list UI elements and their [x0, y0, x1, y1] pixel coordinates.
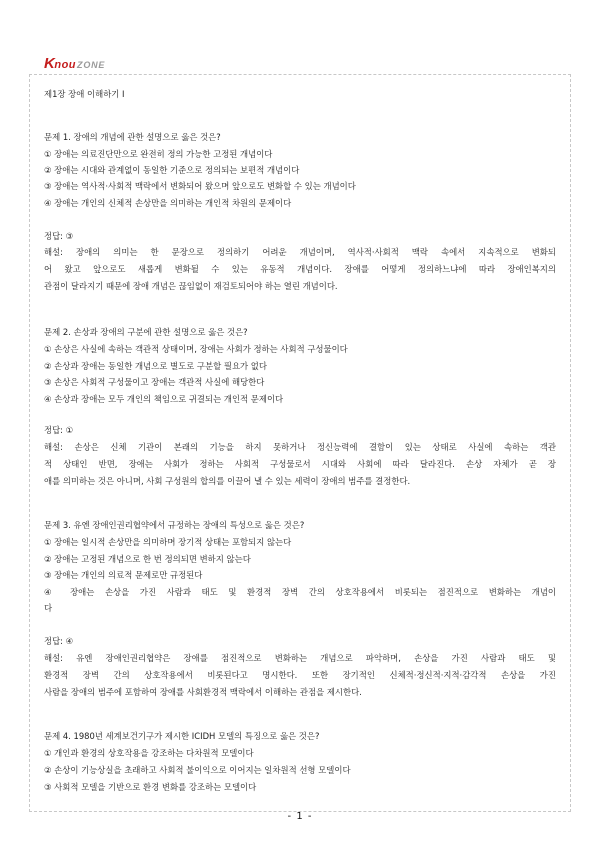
question-2-option-1: ① 손상은 사실에 속하는 객관적 상태이며, 장애는 사회가 정하는 사회적 구성물이다	[44, 344, 348, 354]
question-1-text: 문제 1. 장애의 개념에 관한 설명으로 옳은 것은?	[44, 132, 221, 142]
question-4-option-3: ③ 사회적 모델을 기반으로 환경 변화를 강조하는 모델이다	[44, 782, 257, 792]
question-2-option-4: ④ 손상과 장애는 모두 개인의 책임으로 귀결되는 개인적 문제이다	[44, 394, 284, 404]
question-4-option-1: ① 개인과 환경의 상호작용을 강조하는 다차원적 모델이다	[44, 748, 254, 758]
question-4-text: 문제 4. 1980년 세계보건기구가 제시한 ICIDH 모델의 특징으로 옳은 것은?	[44, 731, 320, 741]
question-1-option-4: ④ 장애는 개인의 신체적 손상만을 의미하는 개인적 차원의 문제이다	[44, 198, 292, 208]
question-3-explanation-line: 환경적 장벽 간의 상호작용에서 비롯된다고 명시한다. 또한 장기적인 신체적·정신적·지적·감각적 손상을 가진	[44, 670, 556, 680]
knouzone-logo	[44, 57, 105, 71]
logo-letter-k: K	[44, 55, 55, 72]
question-3-explanation-line: 사람을 장애의 범주에 포함하여 장애를 사회환경적 맥락에서 이해하는 관점을 제시한다.	[44, 687, 362, 697]
question-1-option-2: ② 장애는 시대와 관계없이 동일한 기준으로 정의되는 보편적 개념이다	[44, 165, 300, 175]
question-2-option-3: ③ 손상은 사회적 구성물이고 장애는 객관적 사실에 해당한다	[44, 377, 265, 387]
question-3-answer: 정답: ④	[44, 636, 74, 646]
question-1-answer: 정답: ③	[44, 231, 74, 241]
question-3-option-4: ④ 장애는 손상을 가진 사람과 태도 및 환경적 장벽 간의 상호작용에서 비롯되는 점진적으로 변화하는 개념이	[44, 587, 556, 597]
question-2-option-2: ② 손상과 장애는 동일한 개념으로 별도로 구분할 필요가 없다	[44, 361, 267, 371]
question-2-explanation-line: 애를 의미하는 것은 아니며, 사회 구성원의 합의를 이끌어 낼 수 있는 세력이 장애의 범주를 결정한다.	[44, 476, 411, 486]
question-4-option-2: ② 손상이 기능상실을 초래하고 사회적 불이익으로 이어지는 일차원적 선형 모델이다	[44, 765, 351, 775]
page-number: - 1 -	[287, 811, 313, 822]
question-1-option-3: ③ 장애는 역사적·사회적 맥락에서 변화되어 왔으며 앞으로도 변화할 수 있는 개념이다	[44, 181, 356, 191]
question-1-explanation-line: 해설: 장애의 의미는 한 문장으로 정의하기 어려운 개념이며, 역사적·사회적 맥락 속에서 지속적으로 변화되	[44, 247, 556, 257]
question-3-option-2: ② 장애는 고정된 개념으로 한 번 정의되면 변하지 않는다	[44, 554, 251, 564]
logo-letters-nou: nou	[54, 59, 77, 71]
question-2-answer: 정답: ①	[44, 425, 74, 435]
question-3-option-4-continued: 다	[44, 603, 53, 613]
question-1-option-1: ① 장애는 의료진단만으로 완전히 정의 가능한 고정된 개념이다	[44, 149, 273, 159]
question-3-option-3: ③ 장애는 개인의 의료적 문제로만 규정된다	[44, 570, 203, 580]
question-3-text: 문제 3. 유엔 장애인권리협약에서 규정하는 장애의 특성으로 옳은 것은?	[44, 520, 305, 530]
chapter-title: 제1장 장애 이해하기 Ⅰ	[44, 89, 125, 99]
question-3-option-1: ① 장애는 일시적 손상만을 의미하며 장기적 상태는 포함되지 않는다	[44, 537, 292, 547]
question-2-explanation-line: 적 상태인 반면, 장애는 사회가 정하는 사회적 구성물로서 시대와 사회에 따라 달라진다. 손상 자체가 곧 장	[44, 459, 556, 469]
question-2-explanation-line: 해설: 손상은 신체 기관이 본래의 기능을 하지 못하거나 정신능력에 결함이 있는 상태로 사실에 속하는 객관	[44, 442, 556, 452]
question-3-explanation-line: 해설: 유엔 장애인권리협약은 장애를 점진적으로 변화하는 개념으로 파악하며, 손상을 가진 사람과 태도 및	[44, 653, 556, 663]
logo-letters-zone: ZONE	[77, 60, 106, 70]
question-2-text: 문제 2. 손상과 장애의 구분에 관한 설명으로 옳은 것은?	[44, 327, 248, 337]
question-1-explanation-line: 관점이 달라지기 때문에 장애 개념은 끊임없이 재검토되어야 하는 열린 개념이다.	[44, 281, 338, 291]
question-1-explanation-line: 어 왔고 앞으로도 새롭게 변화될 수 있는 유동적 개념이다. 장애를 어떻게 정의하느냐에 따라 장애인복지의	[44, 264, 556, 274]
